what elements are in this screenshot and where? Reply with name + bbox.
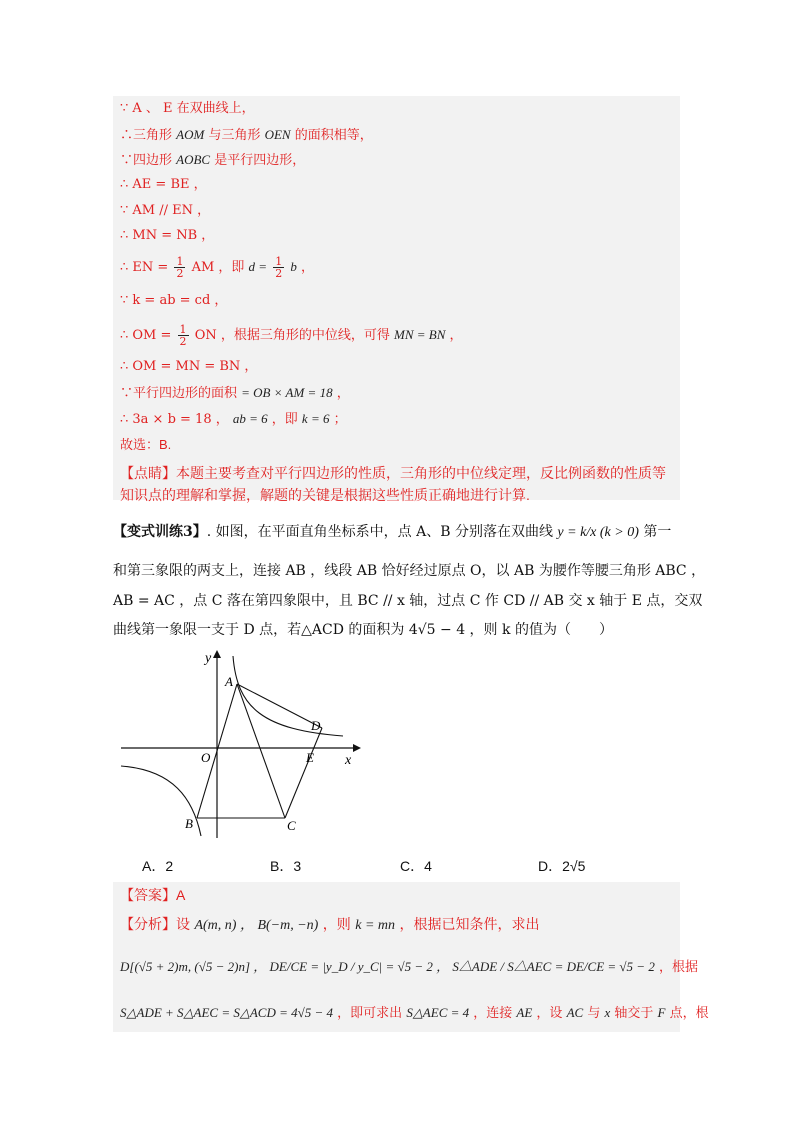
label-E: E: [306, 750, 314, 765]
solution-line-12: ∴ 3a × b = 18 ， ab = 6 ，即 k = 6 ；: [120, 411, 347, 427]
solution-line-2: ∴三角形 AOM 与三角形 OEN 的面积相等，: [120, 127, 373, 143]
segment-CD: [285, 728, 322, 818]
analysis-line-1: 【分析】设 A(m, n) ， B(−m, −n) ，则 k = mn ，根据已知条件，求出: [120, 917, 540, 933]
fraction-half: $\frac{1}{2}$: [179, 323, 187, 348]
fraction-half: $\frac{1}{2}$: [176, 255, 184, 280]
label-B: B: [185, 816, 193, 831]
answer-label: 【答案】A: [120, 887, 186, 903]
solution-line-1: ∵ A 、 E 在双曲线上，: [120, 101, 255, 116]
hyperbola-branch-1: [233, 656, 343, 736]
comment-line-1: 【点睛】本题主要考查对平行四边形的性质，三角形的中位线定理，反比例函数的性质等: [120, 465, 666, 481]
label-x: x: [345, 753, 352, 768]
y-axis-arrow: [213, 650, 221, 658]
problem-line-3: AB = AC ，点 C 落在第四象限中，且 BC // x 轴，过点 C 作 CD // AB 交 x 轴于 E 点，交双: [113, 593, 703, 609]
solution-line-4: ∴ AE = BE ，: [120, 177, 207, 192]
geometry-figure: [113, 648, 373, 848]
solution-line-8: ∵ k = ab = cd ，: [120, 293, 228, 308]
fraction-half: $\frac{1}{2}$: [275, 255, 283, 280]
label-A: A: [225, 674, 233, 689]
solution-line-10: ∴ OM = MN = BN ，: [120, 359, 258, 374]
analysis-line-2: D[(√5 + 2)m, (√5 − 2)n] ， DE/CE = |y_D / y_C| = √5 − 2 ， S△ADE / S△AEC = DE/CE = √5 − 2 ，根据: [120, 959, 698, 975]
option-a[interactable]: A．2: [142, 858, 174, 874]
label-C: C: [287, 818, 296, 833]
problem-line-4: 曲线第一象限一支于 D 点，若△ACD 的面积为 4√5 − 4 ，则 k 的值为（ ）: [113, 622, 613, 638]
comment-line-2: 知识点的理解和掌握，解题的关键是根据这些性质正确地进行计算.: [120, 487, 530, 503]
problem-line-2: 和第三象限的两支上，连接 AB ，线段 AB 恰好经过原点 O，以 AB 为腰作等腰三角形 ABC ，: [113, 563, 706, 579]
label-O: O: [201, 750, 211, 765]
label-y: y: [205, 651, 212, 666]
analysis-line-3: S△ADE + S△AEC = S△ACD = 4√5 − 4 ，即可求出 S△AEC = 4 ，连接 AE ，设 AC 与 x 轴交于 F 点，根: [120, 1005, 709, 1021]
option-b[interactable]: B．3: [270, 858, 302, 874]
segment-AC: [237, 684, 285, 818]
label-D: D: [311, 718, 321, 733]
answer-choice: 故选：B.: [120, 437, 172, 452]
segment-AD: [237, 684, 322, 728]
solution-line-3: ∵四边形 AOBC 是平行四边形，: [120, 152, 306, 168]
option-c[interactable]: C．4: [400, 858, 432, 874]
problem-line-1: 【变式训练3】. 如图，在平面直角坐标系中，点 A、B 分别落在双曲线 y = k/x (k > 0) 第一: [113, 524, 672, 540]
option-d[interactable]: D．2√5: [538, 858, 586, 874]
solution-line-5: ∵ AM // EN ，: [120, 203, 211, 218]
x-axis-arrow: [353, 744, 361, 752]
solution-line-9: ∴ OM = $\frac{1}{2}$ ON ，根据三角形的中位线，可得 MN = BN ，: [120, 323, 463, 348]
solution-line-6: ∴ MN = NB ，: [120, 228, 215, 243]
solution-line-7: ∴ EN = $\frac{1}{2}$ AM ，即 d = $\frac{1}{2}$ b ，: [120, 255, 314, 280]
solution-line-11: ∵平行四边形的面积 = OB × AM = 18 ，: [120, 385, 350, 401]
